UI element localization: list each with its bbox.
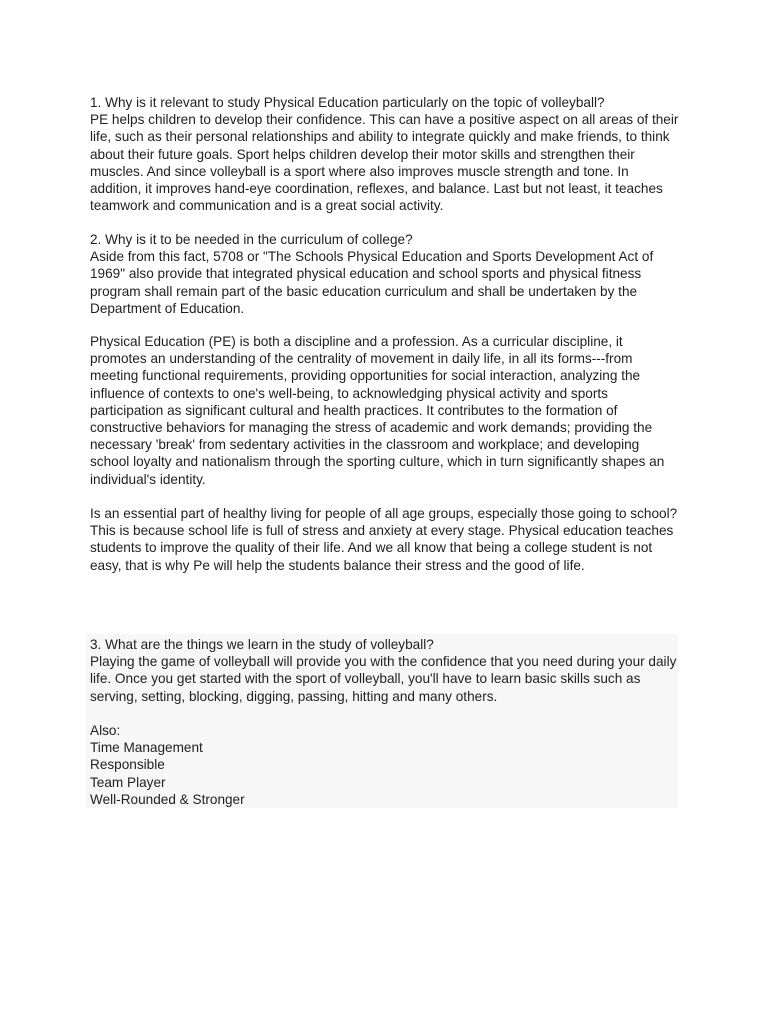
pe-paragraph-text: Physical Education (PE) is both a discipline and a profession. As a curricular discipline, it promotes an understanding of the centrality of movement in daily life, in all its forms---from meeting functional requirements, providing opportunities for social interaction, analyzing the influence of contexts to one's well-being, to acknowledging physical activity and sports participation as significant cultural and health practices. It contributes to the formation of constructive behaviors for managing the stress of academic and work demands; providing the necessary 'break' from sedentary activities in the classroom and workplace; and developing school loyalty and nationalism through the sporting culture, which in turn significantly shapes an individual's identity.: [90, 334, 665, 487]
section-3: [90, 636, 682, 808]
question-2: 2. Why is it to be needed in the curriculum of college?: [90, 232, 413, 247]
question-1: 1. Why is it relevant to study Physical Education particularly on the topic of volleyball?: [90, 95, 605, 110]
spacer: [90, 705, 682, 722]
section-1: [90, 94, 682, 214]
list-item: Responsible: [90, 757, 165, 773]
list-item: Team Player: [90, 774, 166, 790]
list-item: Well-Rounded & Stronger: [90, 791, 245, 807]
list-item: Time Management: [90, 740, 203, 756]
answer-3: Playing the game of volleyball will provide you with the confidence that you need during your daily life. Once you get started with the sport of volleyball, you'll have to learn basic skills such as serving, setting, blocking, digging, passing, hitting and many others.: [90, 654, 677, 704]
answer-1: PE helps children to develop their confidence. This can have a positive aspect on all areas of their life, such as their personal relationships and ability to integrate quickly and make friends, to think about their future goals. Sport helps children develop their motor skills and strengthen their muscles. And since volleyball is a sport where also improves muscle strength and tone. In addition, it improves hand-eye coordination, reflexes, and balance. Last but not least, it teaches teamwork and communication and is a great social activity.: [90, 112, 679, 214]
question-3: 3. What are the things we learn in the study of volleyball?: [90, 637, 434, 652]
healthy-living-paragraph: [90, 505, 682, 574]
pe-discipline-paragraph: [90, 333, 682, 488]
also-label: Also:: [90, 723, 121, 738]
life-paragraph-text: Is an essential part of healthy living for people of all age groups, especially those going to school? This is because school life is full of stress and anxiety at every stage. Physical education teaches students to improve the quality of their life. And we all know that being a college student is not easy, that is why Pe will help the students balance their stress and the good of life.: [90, 506, 678, 573]
answer-2: Aside from this fact, 5708 or "The Schools Physical Education and Sports Development Act of 1969" also provide that integrated physical education and school sports and physical fitness program shall remain part of the basic education curriculum and shall be undertaken by the Department of Education.: [90, 249, 654, 316]
section-2: [90, 231, 682, 317]
